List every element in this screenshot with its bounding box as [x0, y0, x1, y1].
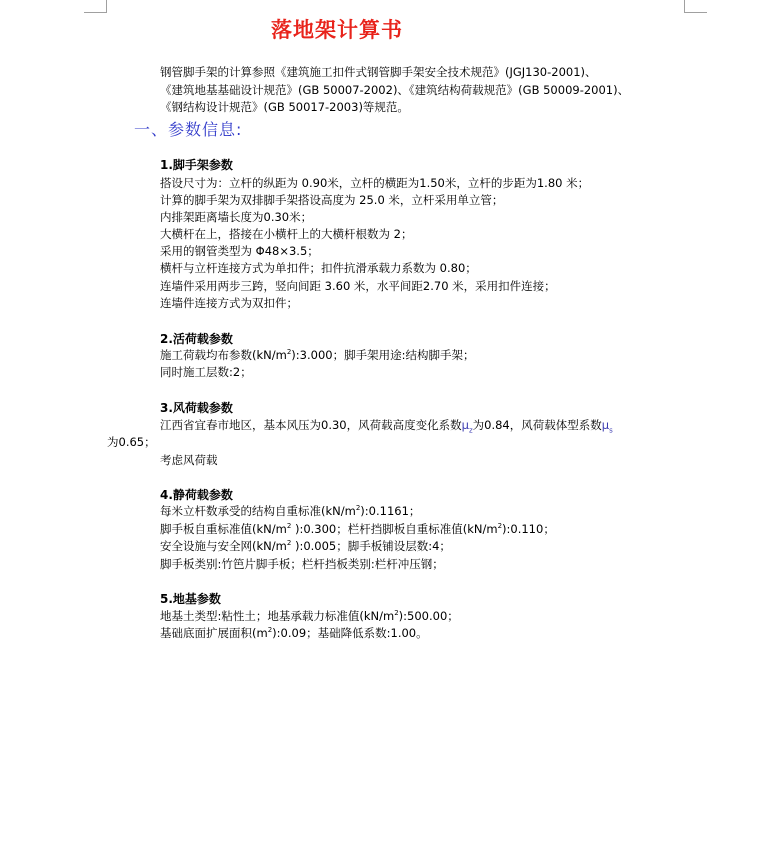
s1-line-6: 横杆与立杆连接方式为单扣件；扣件抗滑承载力系数为 0.80；: [160, 261, 477, 275]
s4-line-1: 每米立杆数承受的结构自重标准$(kN/m^2):0.1161$；: [160, 504, 421, 518]
s1-line-1: 搭设尺寸为：立杆的纵距为 0.90米，立杆的横距为1.50米，立杆的步距为1.80 米；: [160, 176, 590, 190]
s4-line-3: 安全设施与安全网($kN/m^2$ ):0.005；脚手板铺设层数:4；: [160, 539, 451, 553]
subsection-title-live-load: 2.活荷载参数: [160, 332, 233, 346]
subsection-title-static-load: 4.静荷载参数: [160, 488, 233, 502]
s5-line-1: 地基土类型:粘性土；地基承载力标准值$(kN/m^2):500.00$；: [160, 609, 459, 623]
subsection-title-foundation: 5.地基参数: [160, 592, 221, 606]
s2-line-1: 施工荷载均布参数$(kN/m^2):3.000$；脚手架用途:结构脚手架；: [160, 348, 475, 362]
s4-line-2: 脚手板自重标准值($kN/m^2$ ):0.300；栏杆挡脚板自重标准值$(kN/m^2):0.110$；: [160, 522, 555, 536]
intro-line-1: 钢管脚手架的计算参照《建筑施工扣件式钢管脚手架安全技术规范》(JGJ130-2001)、: [160, 65, 597, 79]
s1-line-8: 连墙件连接方式为双扣件；: [160, 296, 298, 310]
intro-line-2: 《建筑地基基础设计规范》(GB 50007-2002)、《建筑结构荷载规范》(GB 50009-2001)、: [160, 83, 630, 97]
intro-line-3: 《钢结构设计规范》(GB 50017-2003)等规范。: [160, 100, 409, 114]
s3-line-2: 为0.65；: [107, 435, 156, 449]
s1-line-7: 连墙件采用两步三跨，竖向间距 3.60 米，水平间距2.70 米，采用扣件连接；: [160, 279, 556, 293]
s1-line-2: 计算的脚手架为双排脚手架搭设高度为 25.0 米，立杆采用单立管；: [160, 193, 504, 207]
document-title: 落地架计算书: [271, 17, 403, 42]
page-corner-mark-left: [84, 0, 107, 13]
s1-line-5: 采用的钢管类型为 Φ48×3.5；: [160, 244, 319, 258]
s1-line-3: 内排架距离墙长度为0.30米；: [160, 210, 313, 224]
s1-line-4: 大横杆在上，搭接在小横杆上的大横杆根数为 2；: [160, 227, 413, 241]
s3-line-3: 考虑风荷载: [160, 453, 218, 467]
s5-line-2: 基础底面扩展面积$(m^2):0.09$；基础降低系数:1.00。: [160, 626, 428, 640]
page-corner-mark-right: [684, 0, 707, 13]
subsection-title-scaffold: 1.脚手架参数: [160, 158, 233, 172]
subsection-title-wind-load: 3.风荷载参数: [160, 401, 233, 415]
s3-line-1: 江西省宜春市地区，基本风压为0.30，风荷载高度变化系数$\mu_z$为0.84，风荷载体型系数$\mu_s$: [160, 418, 613, 435]
section-heading-params: 一、参数信息:: [134, 120, 243, 139]
s2-line-2: 同时施工层数:2；: [160, 365, 252, 379]
s4-line-4: 脚手板类别:竹笆片脚手板；栏杆挡板类别:栏杆冲压钢；: [160, 557, 444, 571]
